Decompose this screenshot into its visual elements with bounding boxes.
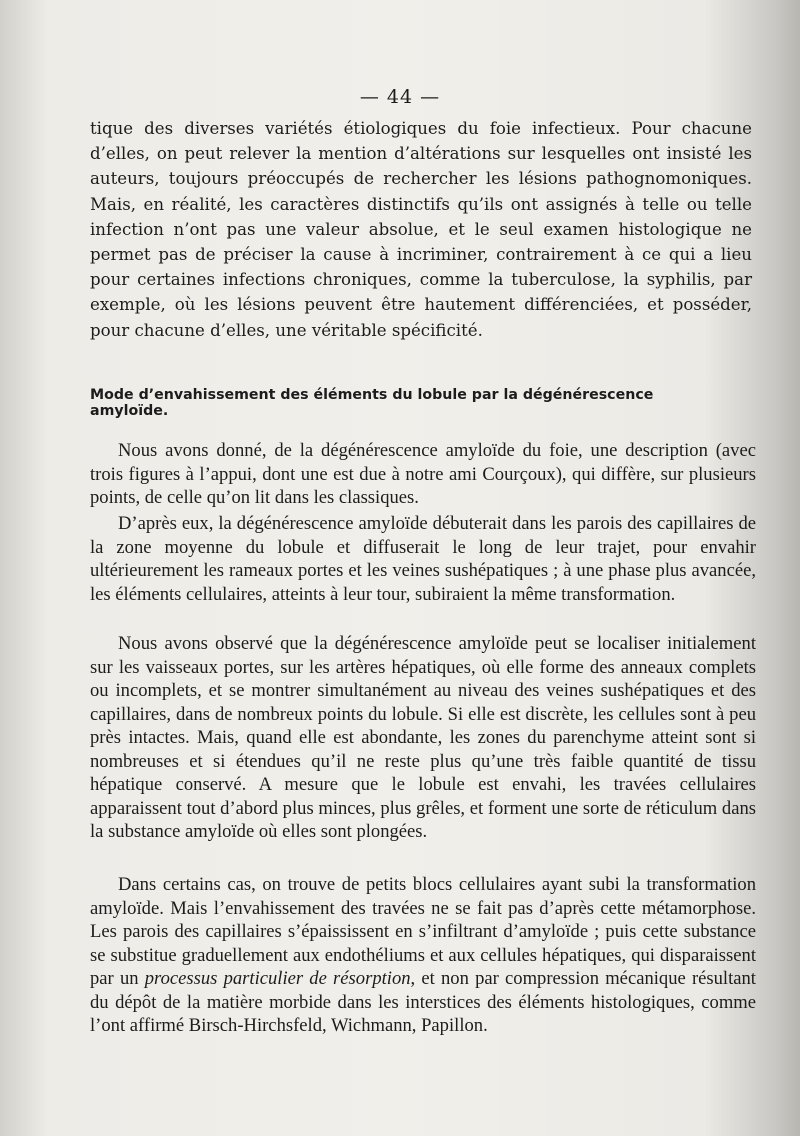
body-paragraph-4 bbox=[90, 873, 756, 1038]
page-number: — 44 — bbox=[359, 86, 441, 108]
body-paragraph-1: Nous avons donné, de la dégénérescence amyloïde du foie, une description (avec trois figures à l’appui, dont une est due à notre ami Courçoux), qui diffère, sur plusieurs points, de celle qu’on lit dans les classiques. bbox=[90, 440, 756, 508]
section-heading: Mode d’envahissement des éléments du lobule par la dégénérescence amyloïde. bbox=[90, 387, 654, 419]
italic-phrase: processus particulier de résorption bbox=[144, 968, 411, 989]
body-paragraph-2: D’après eux, la dégénérescence amyloïde débuterait dans les parois des capillaires de la zone moyenne du lobule et diffuserait le long de leur trajet, pour envahir ultérieurement les rameaux portes et les veines sushépatiques ; à une phase plus avancée, les éléments cellulaires, atteints à leur tour, subiraient la même transformation. bbox=[90, 513, 756, 605]
body-paragraph-3: Nous avons observé que la dégénérescence amyloïde peut se localiser initialement sur les vaisseaux portes, sur les artères hépatiques, où elle forme des anneaux complets ou incomplets, et se montrer simultanément au niveau des veines sushépatiques et des capillaires, dans de nombreux points du lobule. Si elle est discrète, les cellules sont à peu près intactes. Mais, quand elle est abondante, les zones du parenchyme atteint sont si nombreuses et si étendues qu’il ne reste plus qu’une très faible quantité de tissu hépatique conservé. A mesure que le lobule est envahi, les travées cellulaires apparaissent tout d’abord plus minces, plus grêles, et forment une sorte de réticulum dans la substance amyloïde où elles sont plongées. bbox=[90, 633, 756, 842]
body-paragraph-4-end: , et non par compression mécanique résultant du dépôt de la matière morbide dans les interstices des éléments histologiques, comme l’ont affirmé Birsch-Hirchsfeld, Wichmann, Papillon. bbox=[90, 968, 756, 1036]
continued-paragraph: tique des diverses variétés étiologiques du foie infectieux. Pour chacune d’elles, on peut relever la mention d’altérations sur lesquelles ont insisté les auteurs, toujours préoccupés de rechercher les lésions pathognomoniques. Mais, en réalité, les caractères distinctifs qu’ils ont assignés à telle ou telle infection n’ont pas une valeur absolue, et le seul examen histologique ne permet pas de préciser la cause à incriminer, contrairement à ce qui a lieu pour certaines infections chroniques, comme la tuberculose, la syphilis, par exemple, où les lésions peuvent être hautement différenciées, et posséder, pour chacune d’elles, une véritable spécificité. bbox=[90, 119, 752, 340]
body-paragraph-4-start: Dans certains cas, on trouve de petits blocs cellulaires ayant subi la transformation amyloïde. Mais l’envahissement des travées ne se fait pas d’après cette métamorphose. Les parois des capillaires s’épaississent en s’infiltrant d’amyloïde ; puis cette substance se substitue graduellement aux endothéliums et aux cellules hépatiques, qui disparaissent par un bbox=[90, 874, 756, 989]
